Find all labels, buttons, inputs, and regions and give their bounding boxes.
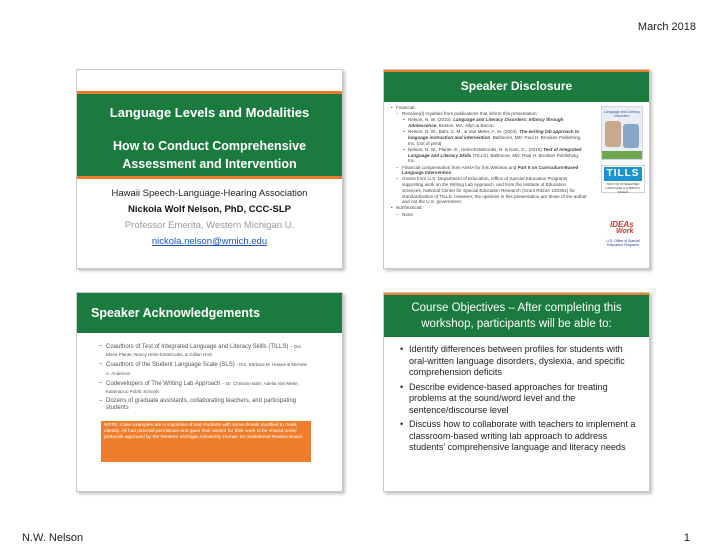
asha-text: Financial compensation from ASHA for this Webinar and	[402, 164, 518, 170]
case-example-note: NOTE: Case examples are composites of real students with some details modified to mask identity. All had parental permission and gave their assent for their work to be shared under protocols approved by the Western Michigan University Human Ss Institutional Review Board.	[101, 421, 311, 462]
orange-accent-bar	[384, 293, 649, 295]
slide-course-objectives	[383, 292, 650, 492]
asha-bold-text: Part II on Curriculum-Based Language Intervention	[402, 164, 579, 176]
heading-line-1: Course Objectives – After completing this	[411, 302, 622, 314]
item-text: Coauthors of the Student Language Scale (SLS)	[106, 362, 237, 369]
slide-acknowledgements	[76, 292, 343, 492]
citation-publisher: (TILLS). Baltimore, MD: Paul H. Brookes Publishing, Inc.	[408, 152, 580, 164]
list-item: • Identify differences between profiles for students with oral-written language disorders, dyslexia, and specific comprehension deficits	[400, 344, 642, 379]
list-item: • Describe evidence-based approaches for treating problems at the sound/word level and the sentence/discourse level	[400, 382, 642, 417]
citation-publisher: . Boston, MA: Allyn & Bacon.	[436, 123, 495, 129]
presenter-role: Professor Emerita, Western Michigan U.	[124, 220, 295, 231]
citation-title: Test of Integrated Language and Literacy Skills	[408, 146, 582, 158]
list-item: – Dozens of graduate assistants, collaborating teachers, and participating students	[97, 398, 312, 412]
item-names: – Drs. Elena Plante; Nancy Helm-Estabrooks, & Gillian Hotz	[106, 344, 303, 358]
citation-title: Language and Literacy Disorders: Infancy through Adolescence	[408, 117, 564, 129]
list-item	[391, 117, 587, 128]
list-item	[391, 165, 587, 176]
ideas-subtitle: U.S. Office of Special Education Programs	[606, 239, 640, 247]
list-item	[97, 380, 312, 396]
list-item	[391, 129, 587, 146]
footer-author: N.W. Nelson	[22, 532, 84, 544]
ideas-that-work-logo	[602, 220, 644, 252]
item-text: Coauthors of Test of Integrated Language and Literacy Skills (TILLS)	[106, 344, 290, 350]
slide-title-band: Language Levels and Modalities	[77, 94, 342, 132]
subtitle-line-1: How to Conduct Comprehensive	[112, 139, 307, 153]
tills-logo	[601, 165, 645, 193]
slide-subtitle-band	[77, 132, 342, 176]
list-item: • Discuss how to collaborate with teachers to implement a classroom-based writing lab approach to address students’ comprehensive language and literacy needs	[400, 419, 642, 454]
list-item	[391, 147, 587, 164]
list-item: – Receive(d) royalties from publications that inform this presentation:	[391, 111, 587, 117]
photo-figure	[605, 121, 621, 147]
disclosure-list	[391, 105, 587, 218]
acknowledgement-list	[97, 343, 312, 415]
orange-bar-bottom	[77, 176, 342, 179]
book-cover-band	[602, 151, 642, 159]
objectives-list	[400, 344, 642, 457]
list-item: – Grants from U.S. Department of Education, Office of Special Education Programs supporting work on the Writing Lab Approach, and from the Institute of Education Sciences, National Center for Special Education Research (Grant R324A 100354) for standardization of TILLS. However, the opinions in this presentation are those of the author and not the U.S. government.	[391, 176, 587, 205]
list-item: • Nonfinancial:	[391, 205, 587, 211]
presenter-name: Nickola Wolf Nelson, PhD, CCC-SLP	[128, 204, 291, 215]
presenter-email-link[interactable]: nickola.nelson@wmich.edu	[151, 236, 268, 247]
slide-title	[76, 69, 343, 269]
ideas-wordmark: IDEAs	[610, 220, 634, 229]
item-text: Codevelopers of The Writing Lab Approach	[106, 380, 223, 387]
association-name: Hawaii Speech-Language-Hearing Association	[111, 188, 308, 199]
orange-accent-bar	[384, 70, 649, 72]
item-names: – Dr. Christine Bahr; Adelia Van Meter, Kalamazoo Public Schools	[106, 380, 299, 395]
slide-heading: Speaker Acknowledgements	[77, 293, 342, 333]
list-item	[97, 343, 312, 359]
slide-heading: Speaker Disclosure	[384, 70, 649, 102]
citation-authors: Nelson, N. W., Bahr, C. M., & Van Meter, A. M. (2004).	[408, 129, 520, 135]
tills-subtitle: TEST OF INTEGRATED LANGUAGE & LITERACY SKILLS	[605, 182, 641, 194]
book-cover-title: Language and Literacy Disorders	[604, 110, 640, 118]
heading-line-2: workshop, participants will be able to:	[421, 318, 612, 330]
tills-wordmark: TILLS	[604, 167, 642, 181]
photo-figure	[623, 124, 639, 148]
list-item	[97, 361, 312, 377]
citation-authors: Nelson, N. W., Plante, E., Helm-Estabrooks, N. & Hotz, G., (2016)	[408, 146, 544, 152]
citation-publisher: . Baltimore, MD: Paul H. Brookes Publishing, Inc. (out of print)	[408, 135, 582, 146]
slide-heading	[384, 293, 649, 337]
citation-authors: Nelson, N. W. (2010).	[408, 117, 454, 123]
page-date: March 2018	[637, 21, 696, 33]
citation-title: The writing lab approach to language instruction and intervention	[408, 129, 580, 141]
book-cover-image	[601, 106, 643, 160]
slide-speaker-disclosure	[383, 69, 650, 269]
list-item: • Financial:	[391, 105, 587, 111]
subtitle-line-2: Assessment and Intervention	[122, 157, 297, 171]
item-names: - Drs. Barbara M. Howes & Michele A. Anderson	[106, 362, 307, 376]
list-item: – None	[391, 212, 587, 218]
work-wordmark: Work	[616, 228, 634, 235]
page-number: 1	[683, 532, 690, 544]
